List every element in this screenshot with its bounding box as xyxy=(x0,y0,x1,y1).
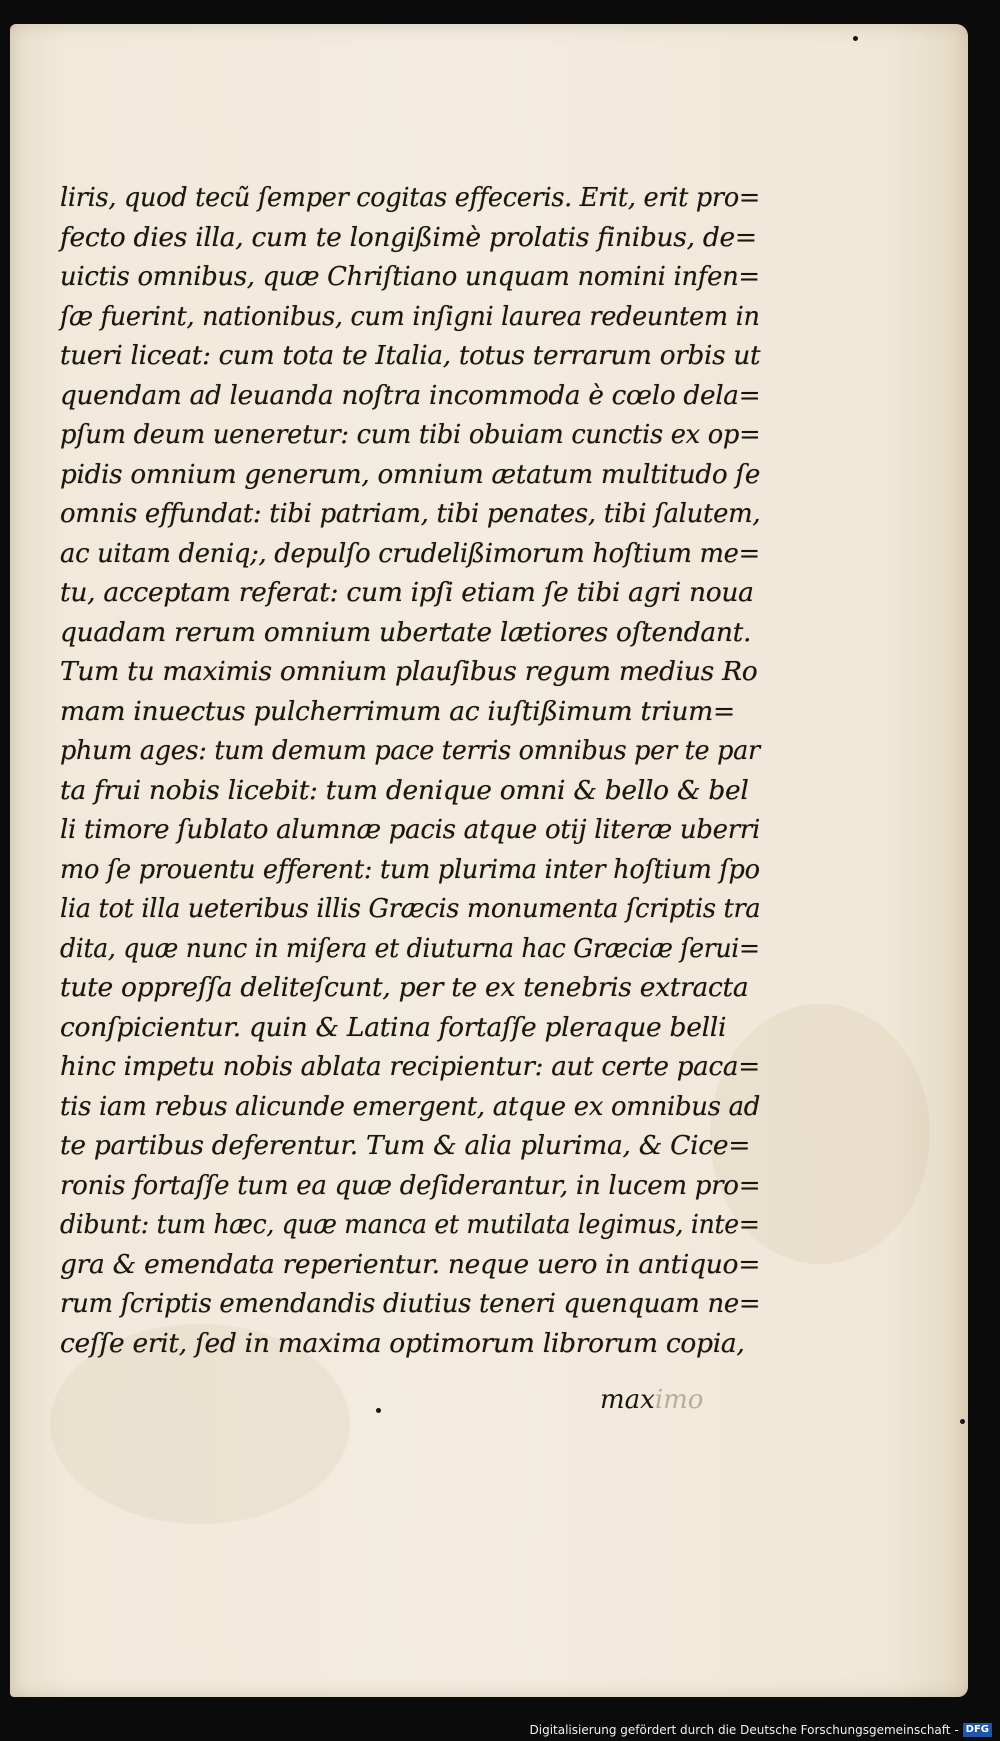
text-line: rum ſcriptis emendandis diutius teneri quenquam ne= xyxy=(60,1288,761,1319)
text-line: liris, quod tecũ ſemper cogitas effeceris. Erit, erit pro= xyxy=(60,182,761,213)
text-line: ceſſe erit, ſed in maxima optimorum librorum copia, xyxy=(60,1327,745,1359)
text-line: gra & emendata reperientur. neque uero in antiquo= xyxy=(60,1248,761,1280)
catchword xyxy=(600,1385,703,1415)
dfg-logo-icon: DFG xyxy=(963,1723,992,1737)
text-line: conſpicientur. quin & Latina fortaſſe pleraque belli xyxy=(60,1011,727,1043)
text-line: ronis fortaſſe tum ea quæ deſiderantur, in lucem pro= xyxy=(60,1169,761,1201)
ink-speck xyxy=(853,36,858,41)
text-line: ac uitam deniq;, depulſo crudelißimorum hoſtium me= xyxy=(60,537,760,569)
text-line: te partibus deferentur. Tum & alia plurima, & Cice= xyxy=(60,1130,751,1161)
text-line: pſum deum ueneretur: cum tibi obuiam cunctis ex op= xyxy=(60,419,761,450)
text-line: tu, acceptam referat: cum ipſi etiam ſe tibi agri noua xyxy=(60,577,754,608)
text-line: ta frui nobis licebit: tum denique omni & bello & bel xyxy=(60,774,749,806)
text-line: quendam ad leuanda noſtra incommoda è cœlo dela= xyxy=(60,379,761,411)
text-line: dibunt: tum hæc, quæ manca et mutilata legimus, inte= xyxy=(60,1209,760,1240)
ink-speck xyxy=(376,1408,381,1413)
text-line: pidis omnium generum, omnium ætatum multitudo ſe xyxy=(60,458,761,490)
text-line: quadam rerum omnium ubertate lætiores oſtendant. xyxy=(60,616,752,648)
text-line: mo ſe prouentu efferent: tum plurima inter hoſtium ſpo xyxy=(60,853,760,885)
text-line: omnis effundat: tibi patriam, tibi penates, tibi ſalutem, xyxy=(60,498,761,529)
text-line: lia tot illa ueteribus illis Græcis monumenta ſcriptis tra xyxy=(60,893,761,924)
digitization-footer xyxy=(530,1721,993,1739)
ink-speck xyxy=(960,1419,965,1424)
text-line: dita, quæ nunc in miſera et diuturna hac Græciæ ſerui= xyxy=(60,932,760,964)
text-line: mam inuectus pulcherrimum ac iuſtißimum trium= xyxy=(60,695,735,727)
text-line: hinc impetu nobis ablata recipientur: aut certe paca= xyxy=(60,1051,760,1082)
text-line: fecto dies illa, cum te longißimè prolatis finibus, de= xyxy=(60,221,757,253)
text-line: tis iam rebus alicunde emergent, atque ex omnibus ad xyxy=(60,1090,761,1122)
text-line: ſæ fuerint, nationibus, cum inſigni laurea redeuntem in xyxy=(60,300,760,332)
text-line: li timore ſublato alumnæ pacis atque otij literæ uberri xyxy=(60,814,761,845)
text-line: phum ages: tum demum pace terris omnibus per te par xyxy=(60,735,760,766)
text-line: Tum tu maximis omnium plauſibus regum medius Ro xyxy=(60,656,758,687)
text-line: tute oppreſſa deliteſcunt, per te ex tenebris extracta xyxy=(60,972,749,1003)
catchword-faded: imo xyxy=(654,1385,704,1415)
catchword-printed: max xyxy=(600,1385,655,1415)
text-line: tueri liceat: cum tota te Italia, totus terrarum orbis ut xyxy=(60,340,761,371)
text-line: uictis omnibus, quæ Chriſtiano unquam nomini infen= xyxy=(60,261,760,292)
body-text xyxy=(60,178,760,1363)
footer-credit: Digitalisierung gefördert durch die Deutsche Forschungsgemeinschaft - xyxy=(529,1723,959,1737)
